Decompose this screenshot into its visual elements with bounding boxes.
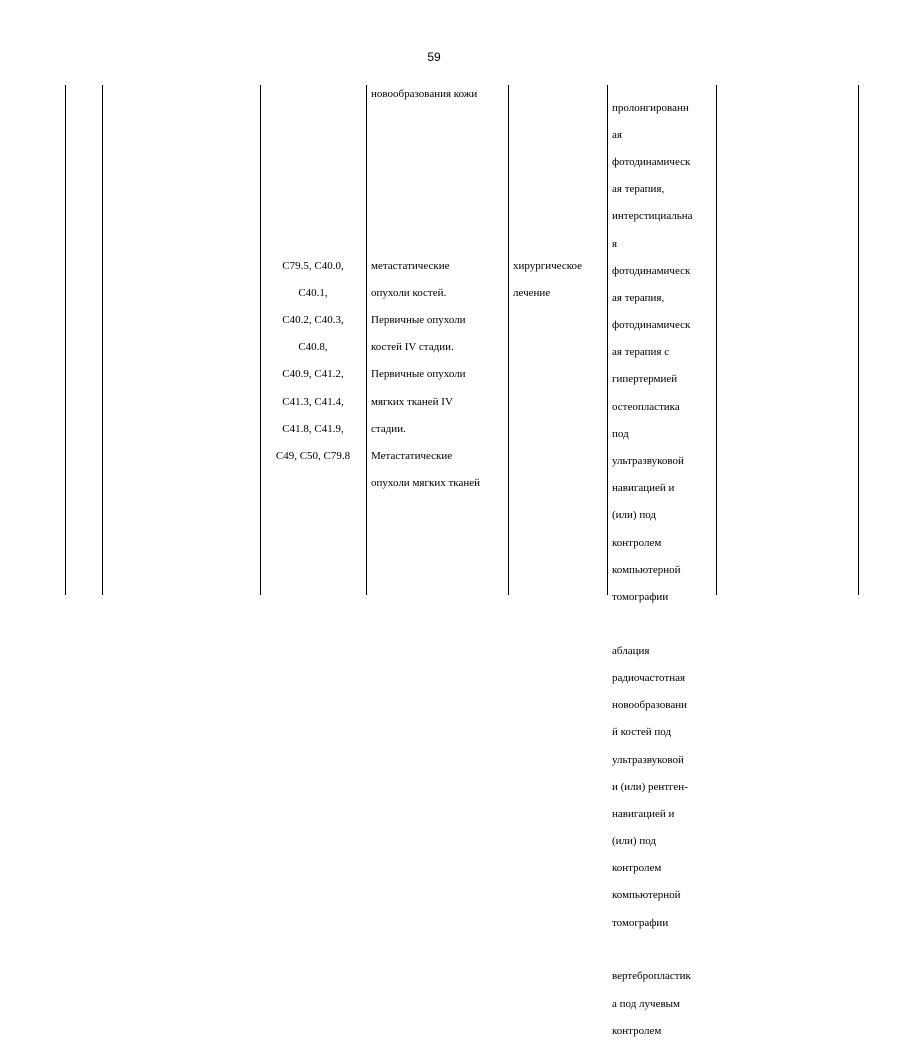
diagnosis-line: Метастатические [371,449,453,462]
diagnosis-line: метастатические [371,259,450,272]
method-line: а под лучевым [612,997,680,1010]
method-line: под [612,427,629,440]
method-line: (или) под [612,835,657,848]
icd-code-line: C79.5, C40.0, [282,259,344,272]
method-line: компьютерной [612,889,681,902]
treatment-type-line: хирургическое [513,259,583,272]
method-line: фотодинамическ [612,319,691,332]
method-line: фотодинамическ [612,155,691,168]
method-line: радиочастотная [612,671,686,684]
method-line: навигацией и [612,482,675,495]
icd-code-line: C40.1, [298,286,328,299]
diagnosis-line: Первичные опухоли [371,313,466,326]
column-border [716,85,717,595]
column-border [858,85,859,595]
column-border [366,85,367,595]
method-line: томографии [612,916,669,929]
method-line: контролем [612,862,662,875]
column-border [260,85,261,595]
icd-code-line: C41.3, C41.4, [282,395,344,408]
method-line: ая терапия, [612,183,665,196]
method-line: и (или) рентген- [612,780,688,793]
method-line: контролем [612,1024,662,1037]
icd-code-line: C41.8, C41.9, [282,422,344,435]
paragraph-gap [612,618,693,631]
method-line: контролем [612,536,662,549]
icd-code-line: C40.2, C40.3, [282,313,344,326]
method-line: ая терапия, [612,291,665,304]
method-line: ая терапия с [612,346,670,359]
diagnosis-line: мягких тканей IV [371,395,453,408]
method-line: компьютерной [612,563,681,576]
column-border [508,85,509,595]
page-number: 59 [427,50,441,64]
column-border [102,85,103,595]
diagnosis-line: костей IV стадии. [371,341,454,354]
icd-code-line: C40.8, [298,341,328,354]
method-line: навигацией и [612,807,675,820]
diagnosis-line: опухоли костей. [371,286,447,299]
treatment-type-cell [513,246,582,314]
column-border [65,85,66,595]
method-line: вертебропластик [612,970,691,983]
method-line: я [612,237,618,250]
method-line: томографии [612,590,669,603]
icd-code-line: C40.9, C41.2, [282,368,344,381]
diagnosis-top-cell: новообразования кожи [371,88,478,100]
method-line: гипертермией [612,373,678,386]
treatment-method-cell [612,88,693,1052]
icd-code-line: C49, C50, C79.8 [275,449,351,462]
method-line: аблация [612,644,650,657]
method-line: фотодинамическ [612,264,691,277]
method-line: интерстициальна [612,210,693,223]
method-line: пролонгированн [612,101,689,114]
method-line: новообразовани [612,699,687,712]
method-line: й костей под [612,726,672,739]
method-line: ая [612,128,622,141]
column-border [607,85,608,595]
method-line: ультразвуковой [612,455,684,468]
method-line: остеопластика [612,400,680,413]
diagnosis-line: опухоли мягких тканей [371,477,480,490]
paragraph-gap [612,944,693,957]
method-line: (или) под [612,509,657,522]
method-line: ультразвуковой [612,753,684,766]
diagnosis-cell [371,246,480,504]
diagnosis-line: Первичные опухоли [371,368,466,381]
icd-codes-cell [262,246,364,477]
treatment-type-line: лечение [513,286,551,299]
diagnosis-line: стадии. [371,422,406,435]
